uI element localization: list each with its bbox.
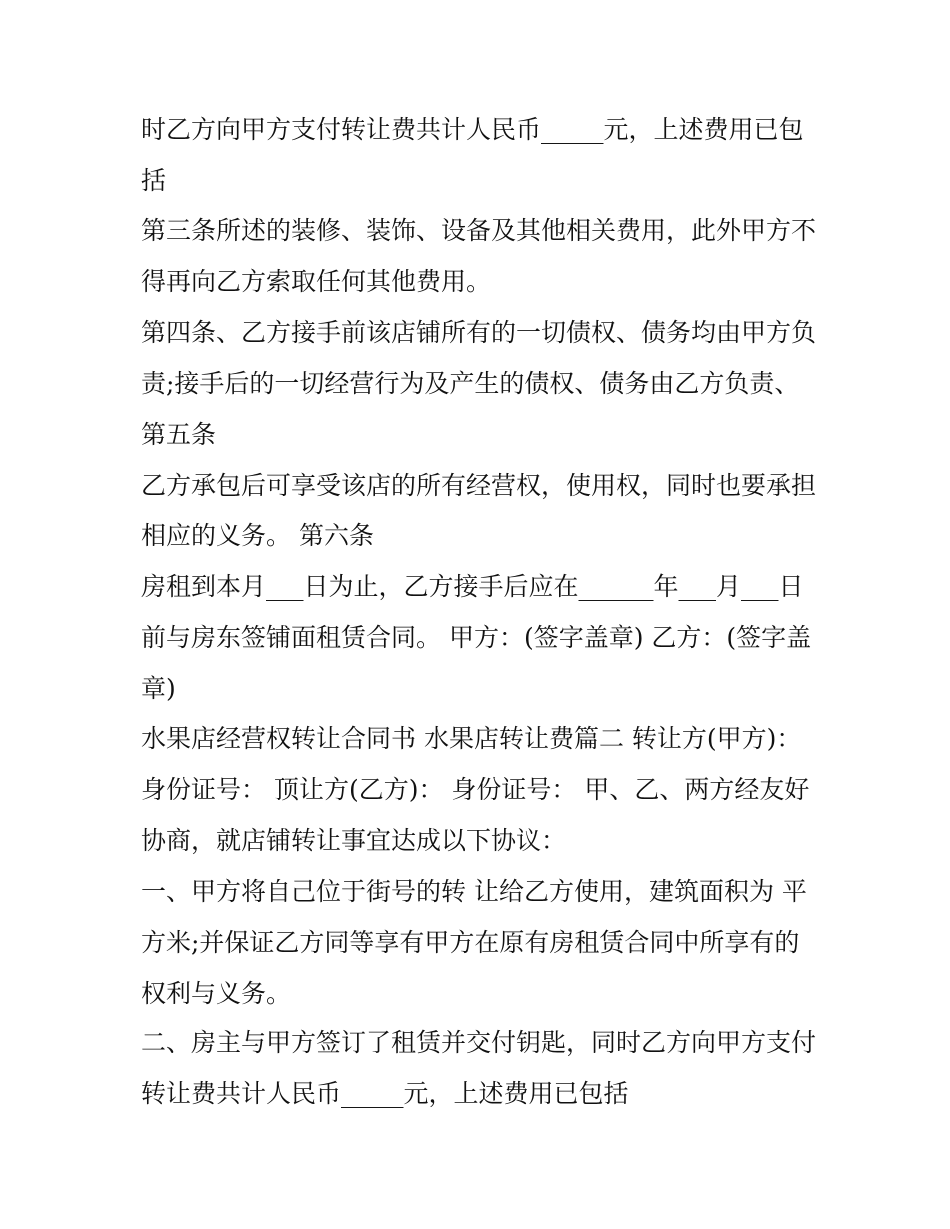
text-line: 协商，就店铺转让事宜达成以下协议： (141, 826, 567, 855)
text-line: 时乙方向甲方支付转让费共计人民币_____元，上述费用已包 (141, 115, 804, 144)
text-line: 转让费共计人民币_____元，上述费用已包括 (141, 1079, 629, 1108)
text-line: 二、房主与甲方签订了租赁并交付钥匙，同时乙方向甲方支付 (141, 1028, 817, 1057)
text-line: 水果店经营权转让合同书 水果店转让费篇二 转让方(甲方)： (141, 724, 802, 753)
text-line: 前与房东签铺面租赁合同。 甲方：(签字盖章) 乙方：(签字盖 (141, 623, 812, 652)
text-line: 身份证号： 顶让方(乙方)： 身份证号： 甲、乙、两方经友好 (141, 775, 810, 804)
text-line: 房租到本月___日为止，乙方接手后应在______年___月___日 (141, 572, 804, 601)
text-line: 相应的义务。 第六条 (141, 521, 374, 550)
text-line: 第三条所述的装修、装饰、设备及其他相关费用，此外甲方不 (141, 216, 817, 245)
text-line: 括 (141, 166, 167, 195)
text-line: 第四条、乙方接手前该店铺所有的一切债权、债务均由甲方负 (141, 318, 817, 347)
text-line: 乙方承包后可享受该店的所有经营权，使用权，同时也要承担 (141, 471, 817, 500)
text-line: 章) (141, 674, 176, 703)
text-line: 责;接手后的一切经营行为及产生的债权、债务由乙方负责、 (141, 369, 800, 398)
text-line: 方米;并保证乙方同等享有甲方在原有房租赁合同中所享有的 (141, 928, 800, 957)
text-line: 权利与义务。 (141, 979, 292, 1008)
text-line: 一、甲方将自己位于街号的转 让给乙方使用，建筑面积为 平 (141, 877, 807, 906)
text-line: 第五条 (141, 420, 217, 449)
text-line: 得再向乙方索取任何其他费用。 (141, 267, 492, 296)
